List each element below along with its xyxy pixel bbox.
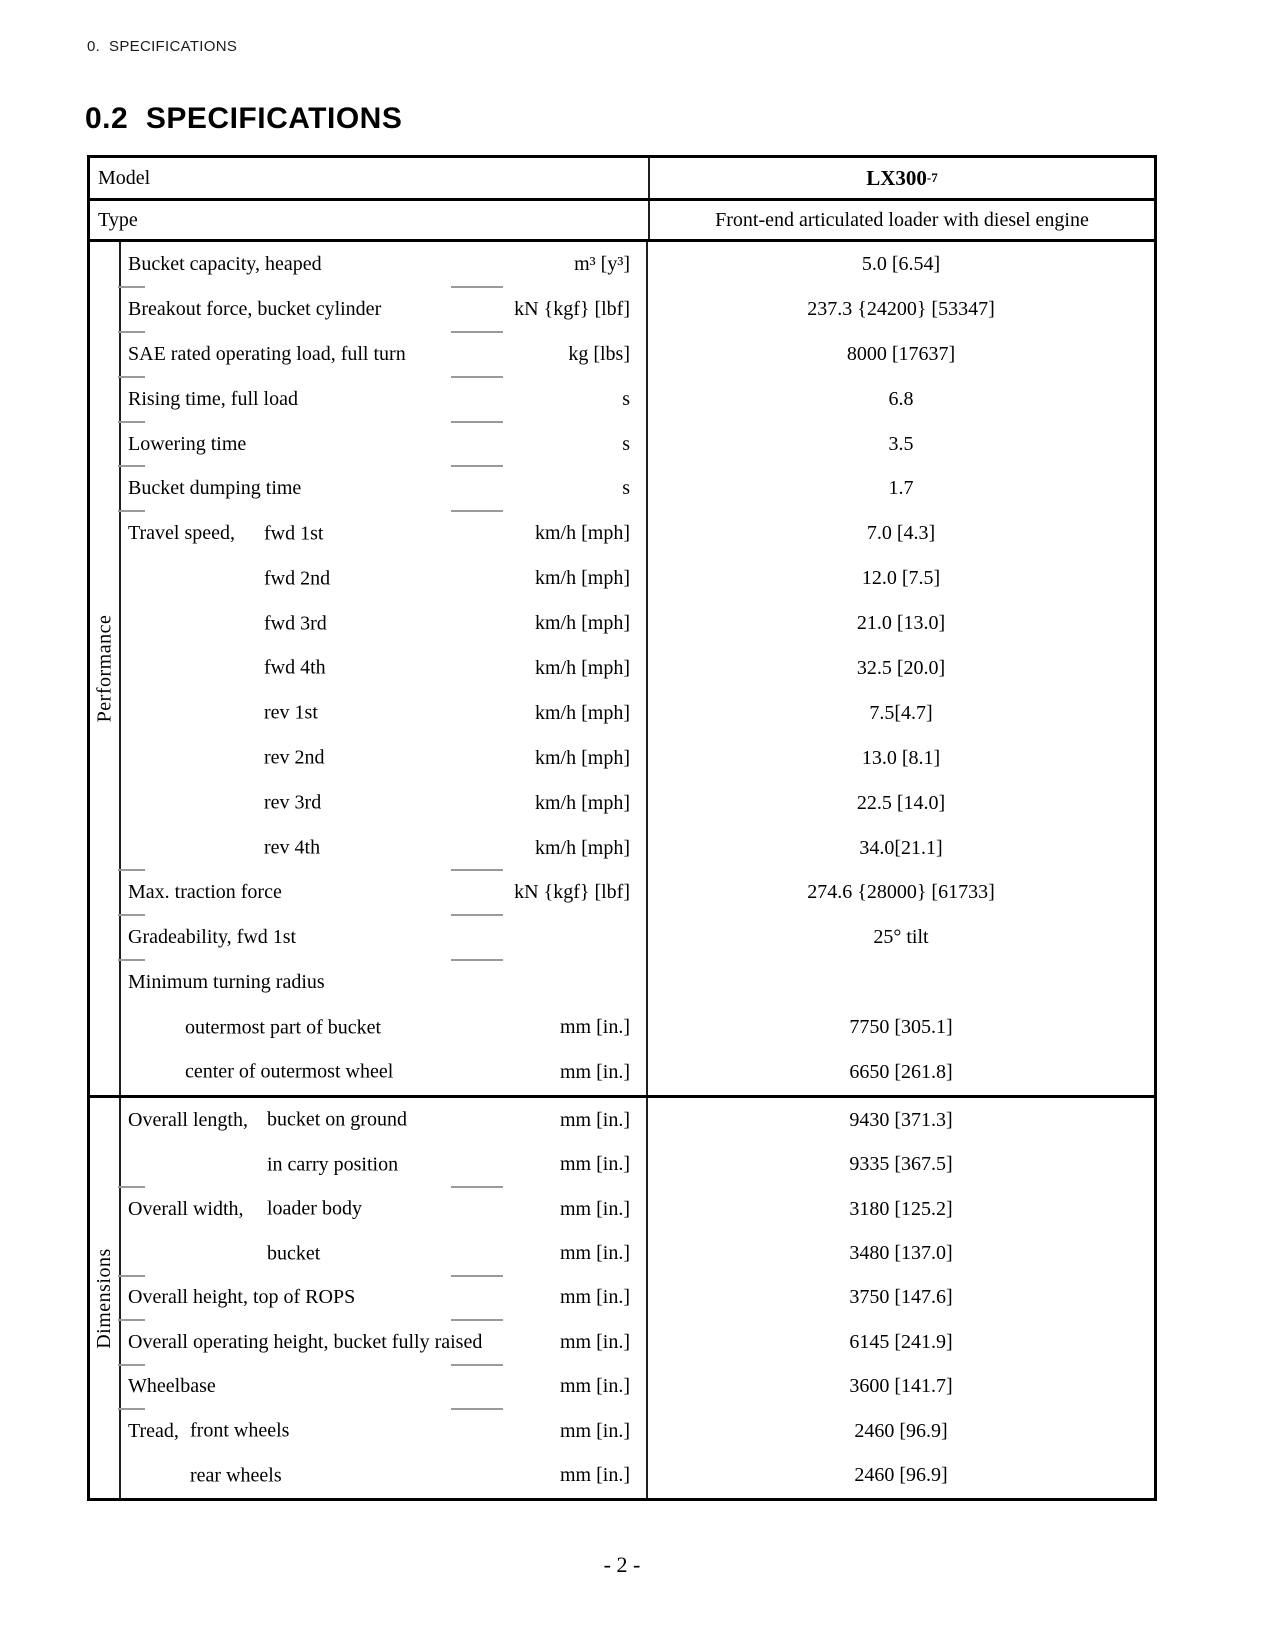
spec-row: [121, 915, 1154, 960]
spec-value: 25° tilt: [873, 926, 929, 949]
spec-label-cell: [121, 422, 648, 467]
spec-label: Minimum turning radius: [128, 971, 325, 994]
section-label-dimensions: Dimensions: [93, 1247, 115, 1349]
spec-value: 34.0[21.1]: [859, 836, 943, 859]
spec-label-cell: [121, 1365, 648, 1409]
spec-unit: mm [in.]: [560, 1330, 630, 1353]
spec-value: 7.5[4.7]: [869, 701, 933, 724]
spec-value: 6145 [241.9]: [849, 1330, 953, 1353]
spec-sublabel: rev 1st: [264, 701, 318, 724]
spec-unit: s: [622, 477, 630, 500]
section-performance: [90, 242, 1154, 1098]
spec-sublabel: bucket on ground: [267, 1108, 407, 1131]
type-value: Front-end articulated loader with diesel engine: [715, 208, 1089, 231]
spec-value: 7.0 [4.3]: [866, 522, 936, 545]
spec-sublabel: fwd 2nd: [264, 567, 331, 590]
spec-label: Breakout force, bucket cylinder: [128, 297, 382, 320]
section-side-performance: [90, 242, 121, 1095]
spec-label-cell: [121, 332, 648, 377]
spec-unit: km/h [mph]: [535, 791, 630, 814]
spec-row: [121, 1005, 1154, 1050]
spec-value: 274.6 {28000} [61733]: [807, 881, 995, 904]
spec-row: [121, 646, 1154, 691]
spec-row: [121, 1320, 1154, 1364]
spec-sublabel: bucket: [267, 1242, 321, 1265]
running-header: 0. SPECIFICATIONS: [87, 38, 238, 55]
spec-unit: kN {kgf} [lbf]: [514, 881, 630, 904]
spec-row: [121, 1454, 1154, 1498]
spec-value: 3180 [125.2]: [849, 1197, 953, 1220]
spec-value: 9335 [367.5]: [849, 1153, 953, 1176]
spec-row: [121, 1142, 1154, 1186]
spec-value: 9430 [371.3]: [849, 1108, 953, 1131]
spec-value: 2460 [96.9]: [854, 1464, 948, 1487]
spec-value: 3600 [141.7]: [849, 1375, 953, 1398]
spec-label-cell: [121, 511, 648, 556]
spec-unit: mm [in.]: [560, 1419, 630, 1442]
spec-label-cell: [121, 646, 648, 691]
spec-unit: mm [in.]: [560, 1197, 630, 1220]
spec-label: Tread,: [128, 1419, 179, 1442]
spec-label: Bucket capacity, heaped: [128, 252, 322, 275]
spec-unit: mm [in.]: [560, 1286, 630, 1309]
spec-row: [121, 556, 1154, 601]
spec-label: Bucket dumping time: [128, 477, 302, 500]
spec-value: 8000 [17637]: [846, 342, 956, 365]
spec-value: 6.8: [888, 387, 914, 410]
spec-label-cell: [121, 1142, 648, 1186]
spec-label: Gradeability, fwd 1st: [128, 926, 297, 949]
spec-label-cell: [121, 601, 648, 646]
spec-value: 3750 [147.6]: [849, 1286, 953, 1309]
spec-row: [121, 332, 1154, 377]
spec-row: [121, 287, 1154, 332]
spec-row: [121, 870, 1154, 915]
spec-unit: km/h [mph]: [535, 836, 630, 859]
spec-row: [121, 511, 1154, 556]
spec-label: Wheelbase: [128, 1375, 216, 1398]
spec-label: Overall height, top of ROPS: [128, 1286, 356, 1309]
spec-label: Max. traction force: [128, 881, 282, 904]
spec-unit: mm [in.]: [560, 1153, 630, 1176]
spec-unit: mm [in.]: [560, 1242, 630, 1265]
spec-unit: s: [622, 387, 630, 410]
spec-label-cell: [121, 466, 648, 511]
spec-unit: km/h [mph]: [535, 701, 630, 724]
spec-label-cell: [121, 287, 648, 332]
spec-sublabel: rev 2nd: [264, 746, 325, 769]
spec-row: [121, 826, 1154, 871]
spec-label-cell: [121, 1187, 648, 1231]
model-value: [650, 158, 1154, 198]
spec-sublabel: loader body: [267, 1197, 362, 1220]
spec-sublabel: in carry position: [267, 1153, 399, 1176]
spec-label-cell: [121, 556, 648, 601]
spec-label-cell: [121, 1050, 648, 1095]
spec-sublabel: center of outermost wheel: [185, 1060, 394, 1083]
spec-label-cell: [121, 826, 648, 871]
spec-value: 237.3 {24200} [53347]: [807, 297, 995, 320]
spec-unit: km/h [mph]: [535, 567, 630, 590]
spec-row: [121, 1050, 1154, 1095]
spec-row: [121, 960, 1154, 1005]
spec-row: [121, 1187, 1154, 1231]
section-dimensions: [90, 1098, 1154, 1498]
spec-unit: km/h [mph]: [535, 656, 630, 679]
spec-value: 3480 [137.0]: [849, 1242, 953, 1265]
spec-label-cell: [121, 242, 648, 287]
spec-value: 13.0 [8.1]: [861, 746, 941, 769]
spec-sublabel: rev 4th: [264, 836, 321, 859]
type-label: Type: [90, 201, 650, 239]
spec-label-cell: [121, 960, 648, 1005]
spec-label-cell: [121, 1454, 648, 1498]
spec-value: 5.0 [6.54]: [861, 252, 941, 275]
spec-label: Overall width,: [128, 1197, 244, 1220]
spec-unit: m³ [y³]: [574, 252, 630, 275]
section-label-performance: Performance: [93, 614, 116, 723]
spec-label: Overall operating height, bucket fully raised: [128, 1330, 483, 1353]
spec-unit: km/h [mph]: [535, 612, 630, 635]
spec-value: 6650 [261.8]: [849, 1060, 953, 1083]
spec-row: [121, 691, 1154, 736]
spec-sublabel: outermost part of bucket: [185, 1016, 382, 1039]
section-rows: [121, 1098, 1154, 1498]
section-rows: [121, 242, 1154, 1095]
spec-unit: mm [in.]: [560, 1060, 630, 1083]
spec-value: 22.5 [14.0]: [856, 791, 946, 814]
spec-label-cell: [121, 1005, 648, 1050]
spec-sublabel: front wheels: [190, 1419, 290, 1442]
spec-value: 2460 [96.9]: [854, 1419, 948, 1442]
spec-label-cell: [121, 1409, 648, 1453]
spec-row: [121, 1409, 1154, 1453]
table-row-model: [90, 158, 1154, 201]
spec-row: [121, 736, 1154, 781]
specifications-table: [87, 155, 1157, 1501]
spec-label: Overall length,: [128, 1108, 248, 1131]
page-title: 0.2 SPECIFICATIONS: [85, 102, 403, 135]
spec-unit: mm [in.]: [560, 1108, 630, 1131]
spec-label: Rising time, full load: [128, 387, 298, 410]
spec-value: 7750 [305.1]: [849, 1016, 953, 1039]
spec-row: [121, 781, 1154, 826]
spec-unit: km/h [mph]: [535, 746, 630, 769]
model-label: Model: [90, 158, 650, 198]
spec-label: SAE rated operating load, full turn: [128, 342, 406, 365]
spec-value: 1.7: [888, 477, 914, 500]
spec-label-cell: [121, 1231, 648, 1275]
table-row-type: [90, 201, 1154, 242]
model-value-text: LX300: [866, 165, 927, 190]
section-side-dimensions: [90, 1098, 121, 1498]
spec-value: 21.0 [13.0]: [856, 612, 946, 635]
spec-row: [121, 242, 1154, 287]
spec-sublabel: fwd 3rd: [264, 612, 327, 635]
spec-value: 3.5: [888, 432, 914, 455]
spec-label-cell: [121, 870, 648, 915]
spec-row: [121, 1276, 1154, 1320]
spec-row: [121, 1365, 1154, 1409]
spec-label-cell: [121, 1098, 648, 1142]
spec-sublabel: rear wheels: [190, 1464, 282, 1487]
spec-label: Travel speed,: [128, 522, 236, 545]
spec-label: Lowering time: [128, 432, 247, 455]
spec-label-cell: [121, 781, 648, 826]
spec-row: [121, 377, 1154, 422]
spec-label-cell: [121, 1320, 648, 1364]
spec-sublabel: fwd 4th: [264, 656, 326, 679]
page-number: - 2 -: [603, 1552, 641, 1577]
spec-label-cell: [121, 691, 648, 736]
spec-value: 32.5 [20.0]: [856, 656, 946, 679]
spec-row: [121, 601, 1154, 646]
spec-label-cell: [121, 915, 648, 960]
spec-label-cell: [121, 1276, 648, 1320]
spec-unit: mm [in.]: [560, 1375, 630, 1398]
spec-row: [121, 422, 1154, 467]
spec-label-cell: [121, 736, 648, 781]
spec-row: [121, 1231, 1154, 1275]
spec-unit: s: [622, 432, 630, 455]
spec-row: [121, 1098, 1154, 1142]
spec-value: [648, 960, 1154, 1005]
spec-value: 12.0 [7.5]: [861, 567, 941, 590]
spec-row: [121, 466, 1154, 511]
spec-unit: mm [in.]: [560, 1464, 630, 1487]
spec-sublabel: fwd 1st: [264, 522, 324, 545]
model-value-suffix: -7: [926, 170, 938, 185]
spec-label-cell: [121, 377, 648, 422]
spec-unit: km/h [mph]: [535, 522, 630, 545]
spec-unit: mm [in.]: [560, 1016, 630, 1039]
table-body: [90, 242, 1154, 1498]
spec-sublabel: rev 3rd: [264, 791, 322, 814]
spec-unit: kN {kgf} [lbf]: [514, 297, 630, 320]
spec-unit: kg [lbs]: [568, 342, 630, 365]
